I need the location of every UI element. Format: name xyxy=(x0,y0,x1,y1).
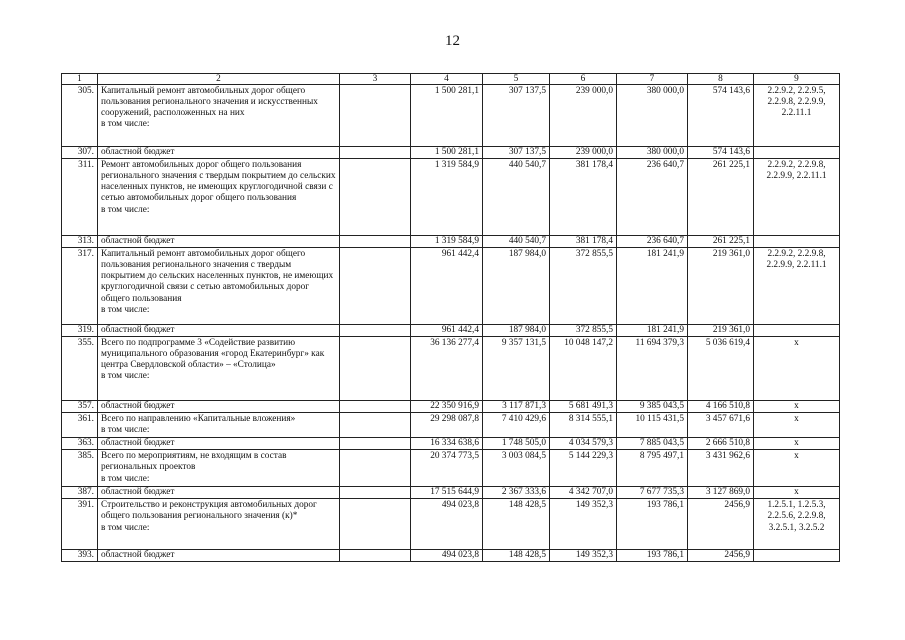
year-1-cell: 307 137,5 xyxy=(483,85,550,147)
year-2-cell: 372 855,5 xyxy=(550,248,617,325)
year-1-cell: 187 984,0 xyxy=(483,248,550,325)
year-2-cell: 149 352,3 xyxy=(550,499,617,550)
header-cell: 1 xyxy=(62,74,98,85)
year-4-cell: 2456,9 xyxy=(688,499,754,550)
row-number-cell: 387. xyxy=(62,487,98,499)
year-4-cell: 3 431 962,6 xyxy=(688,450,754,487)
year-3-cell: 9 385 043,5 xyxy=(617,401,688,413)
description-cell: областной бюджет xyxy=(98,325,340,337)
column-3-cell xyxy=(340,337,411,401)
year-4-cell: 574 143,6 xyxy=(688,85,754,147)
year-1-cell: 3 117 871,3 xyxy=(483,401,550,413)
year-3-cell: 8 795 497,1 xyxy=(617,450,688,487)
table-row xyxy=(62,236,840,248)
year-3-cell: 181 241,9 xyxy=(617,325,688,337)
column-3-cell xyxy=(340,413,411,438)
year-1-cell: 9 357 131,5 xyxy=(483,337,550,401)
description-cell: Ремонт автомобильных дорог общего пользования регионального значения с твердым покрытием до сельских населенных пунктов, не имеющих круглогодичной связи с сетью автомобильных дорог общего пользования в том числе: xyxy=(98,159,340,236)
header-cell: 8 xyxy=(688,74,754,85)
year-1-cell: 148 428,5 xyxy=(483,550,550,562)
year-2-cell: 239 000,0 xyxy=(550,85,617,147)
column-3-cell xyxy=(340,499,411,550)
year-4-cell: 261 225,1 xyxy=(688,159,754,236)
row-number-cell: 313. xyxy=(62,236,98,248)
column-3-cell xyxy=(340,236,411,248)
row-number-cell: 317. xyxy=(62,248,98,325)
year-2-cell: 381 178,4 xyxy=(550,236,617,248)
total-cell: 961 442,4 xyxy=(411,325,483,337)
row-number-cell: 385. xyxy=(62,450,98,487)
year-2-cell: 8 314 555,1 xyxy=(550,413,617,438)
column-3-cell xyxy=(340,550,411,562)
year-2-cell: 5 144 229,3 xyxy=(550,450,617,487)
target-reference-cell: х xyxy=(754,337,840,401)
target-reference-cell: х xyxy=(754,438,840,450)
column-3-cell xyxy=(340,147,411,159)
column-3-cell xyxy=(340,159,411,236)
year-3-cell: 236 640,7 xyxy=(617,236,688,248)
description-cell: областной бюджет xyxy=(98,236,340,248)
row-number-cell: 363. xyxy=(62,438,98,450)
total-cell: 36 136 277,4 xyxy=(411,337,483,401)
row-number-cell: 319. xyxy=(62,325,98,337)
year-1-cell: 148 428,5 xyxy=(483,499,550,550)
year-2-cell: 372 855,5 xyxy=(550,325,617,337)
column-3-cell xyxy=(340,438,411,450)
total-cell: 1 500 281,1 xyxy=(411,147,483,159)
header-cell: 6 xyxy=(550,74,617,85)
year-4-cell: 4 166 510,8 xyxy=(688,401,754,413)
year-1-cell: 187 984,0 xyxy=(483,325,550,337)
description-cell: Всего по направлению «Капитальные вложения» в том числе: xyxy=(98,413,340,438)
column-3-cell xyxy=(340,248,411,325)
total-cell: 1 500 281,1 xyxy=(411,85,483,147)
table-body xyxy=(62,85,840,562)
column-3-cell xyxy=(340,325,411,337)
year-3-cell: 193 786,1 xyxy=(617,550,688,562)
year-3-cell: 181 241,9 xyxy=(617,248,688,325)
total-cell: 1 319 584,9 xyxy=(411,236,483,248)
header-cell: 3 xyxy=(340,74,411,85)
column-3-cell xyxy=(340,487,411,499)
year-4-cell: 2456,9 xyxy=(688,550,754,562)
row-number-cell: 307. xyxy=(62,147,98,159)
header-cell: 7 xyxy=(617,74,688,85)
year-4-cell: 219 361,0 xyxy=(688,325,754,337)
year-3-cell: 11 694 379,3 xyxy=(617,337,688,401)
header-cell: 9 xyxy=(754,74,840,85)
description-cell: Капитальный ремонт автомобильных дорог общего пользования регионального значения с твердым покрытием до сельских населенных пунктов, не имеющих круглогодичной связи с сетью автомобильных дорог общего пользования в том числе: xyxy=(98,248,340,325)
total-cell: 16 334 638,6 xyxy=(411,438,483,450)
header-cell: 5 xyxy=(483,74,550,85)
target-reference-cell: х xyxy=(754,413,840,438)
total-cell: 17 515 644,9 xyxy=(411,487,483,499)
table-row xyxy=(62,337,840,401)
target-reference-cell: 2.2.9.2, 2.2.9.8, 2.2.9.9, 2.2.11.1 xyxy=(754,248,840,325)
description-cell: Всего по мероприятиям, не входящим в состав региональных проектов в том числе: xyxy=(98,450,340,487)
total-cell: 1 319 584,9 xyxy=(411,159,483,236)
table-row xyxy=(62,438,840,450)
target-reference-cell xyxy=(754,236,840,248)
year-4-cell: 5 036 619,4 xyxy=(688,337,754,401)
year-2-cell: 239 000,0 xyxy=(550,147,617,159)
description-cell: областной бюджет xyxy=(98,550,340,562)
table-row xyxy=(62,487,840,499)
table-row xyxy=(62,159,840,236)
target-reference-cell: 1.2.5.1, 1.2.5.3, 2.2.5.6, 2.2.9.8, 3.2.5.1, 3.2.5.2 xyxy=(754,499,840,550)
total-cell: 494 023,8 xyxy=(411,499,483,550)
page-number: 12 xyxy=(445,33,460,49)
table-row xyxy=(62,325,840,337)
header-cell: 4 xyxy=(411,74,483,85)
description-cell: областной бюджет xyxy=(98,401,340,413)
table-row xyxy=(62,248,840,325)
table-row xyxy=(62,450,840,487)
table-row xyxy=(62,413,840,438)
row-number-cell: 361. xyxy=(62,413,98,438)
year-3-cell: 10 115 431,5 xyxy=(617,413,688,438)
description-cell: областной бюджет xyxy=(98,438,340,450)
year-1-cell: 307 137,5 xyxy=(483,147,550,159)
description-cell: областной бюджет xyxy=(98,147,340,159)
year-2-cell: 4 342 707,0 xyxy=(550,487,617,499)
year-1-cell: 440 540,7 xyxy=(483,236,550,248)
year-3-cell: 380 000,0 xyxy=(617,147,688,159)
year-4-cell: 2 666 510,8 xyxy=(688,438,754,450)
target-reference-cell xyxy=(754,147,840,159)
year-2-cell: 381 178,4 xyxy=(550,159,617,236)
year-4-cell: 219 361,0 xyxy=(688,248,754,325)
year-4-cell: 261 225,1 xyxy=(688,236,754,248)
year-3-cell: 193 786,1 xyxy=(617,499,688,550)
total-cell: 29 298 087,8 xyxy=(411,413,483,438)
header-cell: 2 xyxy=(98,74,340,85)
budget-table xyxy=(61,73,840,562)
year-4-cell: 3 127 869,0 xyxy=(688,487,754,499)
year-3-cell: 380 000,0 xyxy=(617,85,688,147)
year-1-cell: 7 410 429,6 xyxy=(483,413,550,438)
row-number-cell: 391. xyxy=(62,499,98,550)
target-reference-cell: х xyxy=(754,487,840,499)
row-number-cell: 305. xyxy=(62,85,98,147)
year-2-cell: 4 034 579,3 xyxy=(550,438,617,450)
target-reference-cell: 2.2.9.2, 2.2.9.5, 2.2.9.8, 2.2.9.9, 2.2.11.1 xyxy=(754,85,840,147)
description-cell: областной бюджет xyxy=(98,487,340,499)
year-2-cell: 5 681 491,3 xyxy=(550,401,617,413)
description-cell: Капитальный ремонт автомобильных дорог общего пользования регионального значения и искусственных сооружений, расположенных на них в том числе: xyxy=(98,85,340,147)
total-cell: 961 442,4 xyxy=(411,248,483,325)
target-reference-cell: х xyxy=(754,450,840,487)
description-cell: Строительство и реконструкция автомобильных дорог общего пользования регионального значения (к)* в том числе: xyxy=(98,499,340,550)
row-number-cell: 355. xyxy=(62,337,98,401)
year-3-cell: 7 677 735,3 xyxy=(617,487,688,499)
total-cell: 494 023,8 xyxy=(411,550,483,562)
year-4-cell: 574 143,6 xyxy=(688,147,754,159)
total-cell: 22 350 916,9 xyxy=(411,401,483,413)
year-2-cell: 10 048 147,2 xyxy=(550,337,617,401)
target-reference-cell xyxy=(754,325,840,337)
table-row xyxy=(62,401,840,413)
year-1-cell: 440 540,7 xyxy=(483,159,550,236)
year-1-cell: 3 003 084,5 xyxy=(483,450,550,487)
table-header-row xyxy=(62,74,840,85)
column-3-cell xyxy=(340,85,411,147)
table-row xyxy=(62,499,840,550)
target-reference-cell xyxy=(754,550,840,562)
year-2-cell: 149 352,3 xyxy=(550,550,617,562)
column-3-cell xyxy=(340,450,411,487)
table-row xyxy=(62,550,840,562)
year-3-cell: 236 640,7 xyxy=(617,159,688,236)
target-reference-cell: х xyxy=(754,401,840,413)
row-number-cell: 311. xyxy=(62,159,98,236)
year-1-cell: 2 367 333,6 xyxy=(483,487,550,499)
year-1-cell: 1 748 505,0 xyxy=(483,438,550,450)
table-row xyxy=(62,147,840,159)
year-4-cell: 3 457 671,6 xyxy=(688,413,754,438)
column-3-cell xyxy=(340,401,411,413)
description-cell: Всего по подпрограмме 3 «Содействие развитию муниципального образования «город Екатеринбург» как центра Свердловской области» – «Столица» в том числе: xyxy=(98,337,340,401)
row-number-cell: 357. xyxy=(62,401,98,413)
table-row xyxy=(62,85,840,147)
row-number-cell: 393. xyxy=(62,550,98,562)
year-3-cell: 7 885 043,5 xyxy=(617,438,688,450)
target-reference-cell: 2.2.9.2, 2.2.9.8, 2.2.9.9, 2.2.11.1 xyxy=(754,159,840,236)
total-cell: 20 374 773,5 xyxy=(411,450,483,487)
